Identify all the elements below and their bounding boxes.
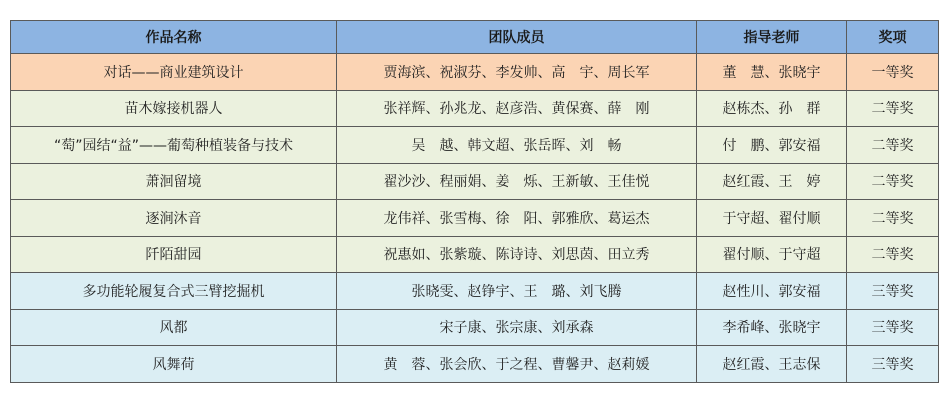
header-advisor: 指导老师: [697, 21, 847, 54]
table-header-row: [11, 21, 939, 54]
cell-team-members: 黄 蓉、张会欣、于之程、曹馨尹、赵莉媛: [337, 346, 697, 383]
cell-advisor: 赵红霞、王志保: [697, 346, 847, 383]
table-row: [11, 54, 939, 91]
cell-advisor: 赵红霞、王 婷: [697, 163, 847, 200]
header-award: 奖项: [847, 21, 939, 54]
table-row: [11, 309, 939, 346]
cell-team-members: 吴 越、韩文超、张岳晖、刘 畅: [337, 127, 697, 164]
cell-advisor: 翟付顺、于守超: [697, 236, 847, 273]
table-row: [11, 127, 939, 164]
cell-advisor: 赵栋杰、孙 群: [697, 90, 847, 127]
cell-advisor: 付 鹏、郭安福: [697, 127, 847, 164]
table-row: [11, 200, 939, 237]
cell-work-name: 苗木嫁接机器人: [11, 90, 337, 127]
cell-award: 三等奖: [847, 346, 939, 383]
cell-team-members: 宋子康、张宗康、刘承森: [337, 309, 697, 346]
cell-advisor: 于守超、翟付顺: [697, 200, 847, 237]
table-body: [11, 54, 939, 383]
cell-advisor: 赵性川、郭安福: [697, 273, 847, 310]
awards-table: [10, 20, 939, 383]
header-team-members: 团队成员: [337, 21, 697, 54]
header-work-name: 作品名称: [11, 21, 337, 54]
cell-work-name: 对话——商业建筑设计: [11, 54, 337, 91]
table-row: [11, 90, 939, 127]
cell-team-members: 贾海滨、祝淑芬、李发帅、高 宇、周长军: [337, 54, 697, 91]
table-row: [11, 163, 939, 200]
cell-award: 二等奖: [847, 90, 939, 127]
cell-award: 三等奖: [847, 309, 939, 346]
cell-work-name: 多功能轮履复合式三臂挖掘机: [11, 273, 337, 310]
table-row: [11, 346, 939, 383]
cell-award: 二等奖: [847, 200, 939, 237]
cell-work-name: 逐涧沐音: [11, 200, 337, 237]
cell-team-members: 龙伟祥、张雪梅、徐 阳、郭雅欣、葛运杰: [337, 200, 697, 237]
cell-work-name: 阡陌甜园: [11, 236, 337, 273]
cell-award: 一等奖: [847, 54, 939, 91]
cell-award: 二等奖: [847, 236, 939, 273]
cell-award: 二等奖: [847, 127, 939, 164]
table-row: [11, 273, 939, 310]
cell-award: 三等奖: [847, 273, 939, 310]
awards-table-container: [10, 20, 938, 383]
cell-work-name: 风都: [11, 309, 337, 346]
cell-team-members: 祝惠如、张紫璇、陈诗诗、刘思茵、田立秀: [337, 236, 697, 273]
cell-work-name: 萧洄留境: [11, 163, 337, 200]
cell-work-name: 风舞荷: [11, 346, 337, 383]
cell-work-name: “萄”园结“益”——葡萄种植装备与技术: [11, 127, 337, 164]
cell-advisor: 董 慧、张晓宇: [697, 54, 847, 91]
cell-advisor: 李希峰、张晓宇: [697, 309, 847, 346]
cell-team-members: 张晓雯、赵铮宇、王 璐、刘飞腾: [337, 273, 697, 310]
cell-team-members: 翟沙沙、程丽娟、姜 烁、王新敏、王佳悦: [337, 163, 697, 200]
table-row: [11, 236, 939, 273]
cell-award: 二等奖: [847, 163, 939, 200]
cell-team-members: 张祥辉、孙兆龙、赵彦浩、黄保赛、薛 刚: [337, 90, 697, 127]
